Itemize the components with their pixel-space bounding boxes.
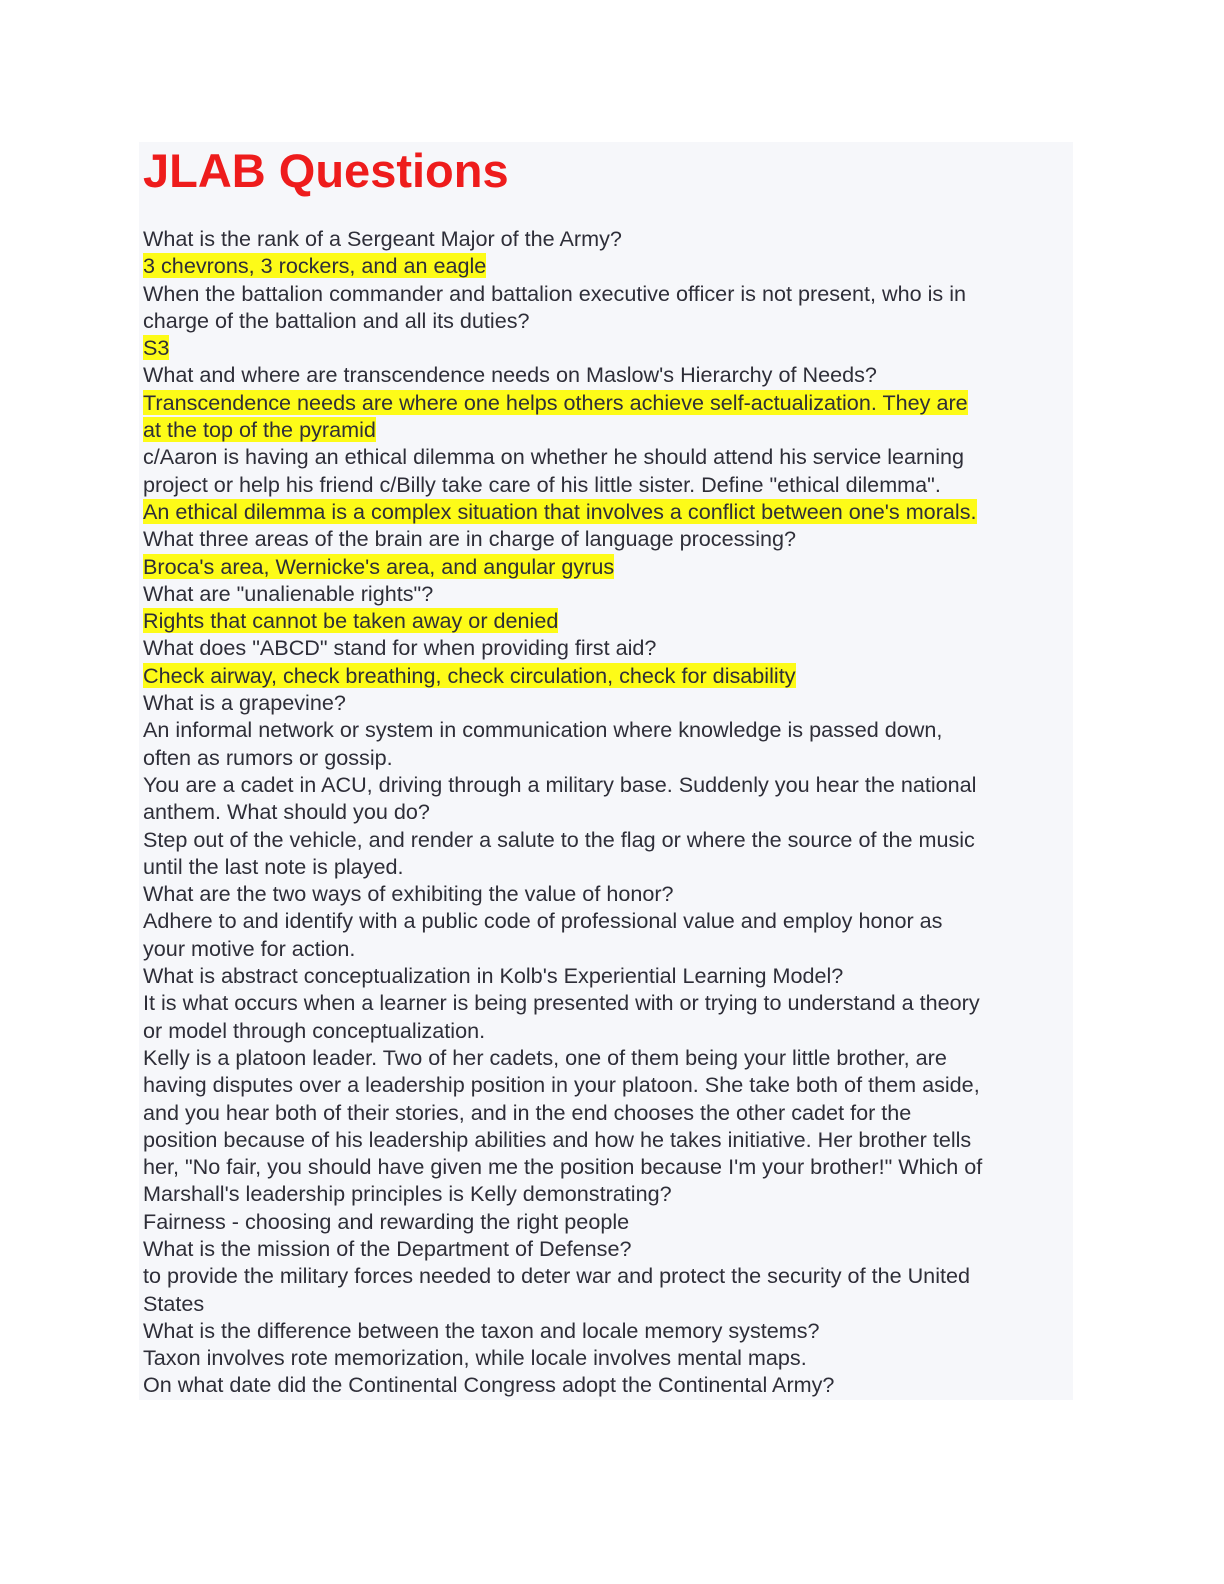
highlighted-text: at the top of the pyramid: [143, 417, 376, 443]
text-line: [143, 935, 1073, 962]
text-line: [143, 280, 1073, 307]
line-text: charge of the battalion and all its duties?: [143, 307, 530, 333]
line-text: What are the two ways of exhibiting the value of honor?: [143, 881, 674, 907]
line-text: her, "No fair, you should have given me the position because I'm your brother!" Which of: [143, 1154, 983, 1180]
highlighted-text: Rights that cannot be taken away or denied: [143, 608, 559, 634]
line-text: What is abstract conceptualization in Kolb's Experiential Learning Model?: [143, 963, 844, 989]
text-line: [143, 716, 1073, 743]
text-line: [143, 744, 1073, 771]
text-line: [143, 1180, 1073, 1207]
line-text: Taxon involves rote memorization, while locale involves mental maps.: [143, 1345, 807, 1371]
highlighted-text: 3 chevrons, 3 rockers, and an eagle: [143, 253, 487, 279]
line-text: and you hear both of their stories, and in the end chooses the other cadet for the: [143, 1099, 912, 1125]
text-line: [143, 771, 1073, 798]
text-line: [143, 1344, 1073, 1371]
text-line: [143, 1126, 1073, 1153]
text-line: [143, 798, 1073, 825]
line-text: having disputes over a leadership position in your platoon. She take both of them aside,: [143, 1072, 980, 1098]
text-line: [143, 361, 1073, 388]
text-line: [143, 1290, 1073, 1317]
text-line: [143, 1208, 1073, 1235]
line-text: When the battalion commander and battalion executive officer is not present, who is in: [143, 280, 967, 306]
answer-line: [143, 498, 1073, 525]
text-line: [143, 1371, 1073, 1398]
line-text: What are "unalienable rights"?: [143, 580, 434, 606]
text-line: [143, 1262, 1073, 1289]
text-line: [143, 1235, 1073, 1262]
text-line: [143, 1153, 1073, 1180]
qa-list: [143, 225, 1073, 1399]
text-line: [143, 307, 1073, 334]
line-text: or model through conceptualization.: [143, 1017, 486, 1043]
text-line: [143, 880, 1073, 907]
line-text: What is a grapevine?: [143, 690, 346, 716]
line-text: until the last note is played.: [143, 853, 404, 879]
text-line: [143, 634, 1073, 661]
document-title: JLAB Questions: [143, 144, 509, 197]
text-line: [143, 443, 1073, 470]
highlighted-text: An ethical dilemma is a complex situation that involves a conflict between one's morals.: [143, 498, 977, 524]
line-text: your motive for action.: [143, 935, 356, 961]
line-text: What does "ABCD" stand for when providing first aid?: [143, 635, 657, 661]
line-text: What is the rank of a Sergeant Major of the Army?: [143, 226, 622, 251]
text-line: [143, 471, 1073, 498]
answer-line: [143, 553, 1073, 580]
text-line: [143, 580, 1073, 607]
text-line: [143, 1044, 1073, 1071]
text-line: [143, 989, 1073, 1016]
text-line: [143, 1071, 1073, 1098]
text-line: [143, 1317, 1073, 1344]
line-text: What is the mission of the Department of Defense?: [143, 1235, 632, 1261]
answer-line: [143, 416, 1073, 443]
line-text: to provide the military forces needed to deter war and protect the security of the United: [143, 1263, 971, 1289]
text-line: [143, 1099, 1073, 1126]
line-text: It is what occurs when a learner is being presented with or trying to understand a theory: [143, 990, 980, 1016]
line-text: What and where are transcendence needs on Maslow's Hierarchy of Needs?: [143, 362, 877, 388]
line-text: position because of his leadership abilities and how he takes initiative. Her brother tells: [143, 1126, 972, 1152]
highlighted-text: Transcendence needs are where one helps others achieve self-actualization. They are: [143, 389, 968, 415]
line-text: On what date did the Continental Congress adopt the Continental Army?: [143, 1372, 835, 1398]
highlighted-text: Check airway, check breathing, check circulation, check for disability: [143, 662, 796, 688]
line-text: An informal network or system in communication where knowledge is passed down,: [143, 717, 943, 743]
line-text: project or help his friend c/Billy take care of his little sister. Define "ethical dilemma".: [143, 471, 941, 497]
line-text: often as rumors or gossip.: [143, 744, 393, 770]
text-line: [143, 907, 1073, 934]
text-line: [143, 225, 1073, 252]
text-line: [143, 1017, 1073, 1044]
line-text: Marshall's leadership principles is Kelly demonstrating?: [143, 1181, 672, 1207]
highlighted-text: S3: [143, 335, 170, 361]
text-line: [143, 689, 1073, 716]
text-line: [143, 962, 1073, 989]
answer-line: [143, 607, 1073, 634]
answer-line: [143, 252, 1073, 279]
line-text: What three areas of the brain are in charge of language processing?: [143, 526, 797, 552]
highlighted-text: Broca's area, Wernicke's area, and angular gyrus: [143, 553, 615, 579]
text-line: [143, 525, 1073, 552]
line-text: Kelly is a platoon leader. Two of her cadets, one of them being your little brother, are: [143, 1044, 947, 1070]
answer-line: [143, 334, 1073, 361]
line-text: You are a cadet in ACU, driving through a military base. Suddenly you hear the national: [143, 771, 977, 797]
line-text: What is the difference between the taxon and locale memory systems?: [143, 1317, 820, 1343]
line-text: Fairness - choosing and rewarding the right people: [143, 1208, 630, 1234]
text-line: [143, 826, 1073, 853]
line-text: Step out of the vehicle, and render a salute to the flag or where the source of the music: [143, 826, 975, 852]
answer-line: [143, 662, 1073, 689]
line-text: c/Aaron is having an ethical dilemma on whether he should attend his service learning: [143, 444, 965, 470]
answer-line: [143, 389, 1073, 416]
text-line: [143, 853, 1073, 880]
line-text: Adhere to and identify with a public code of professional value and employ honor as: [143, 908, 943, 934]
line-text: anthem. What should you do?: [143, 799, 430, 825]
line-text: States: [143, 1290, 205, 1316]
